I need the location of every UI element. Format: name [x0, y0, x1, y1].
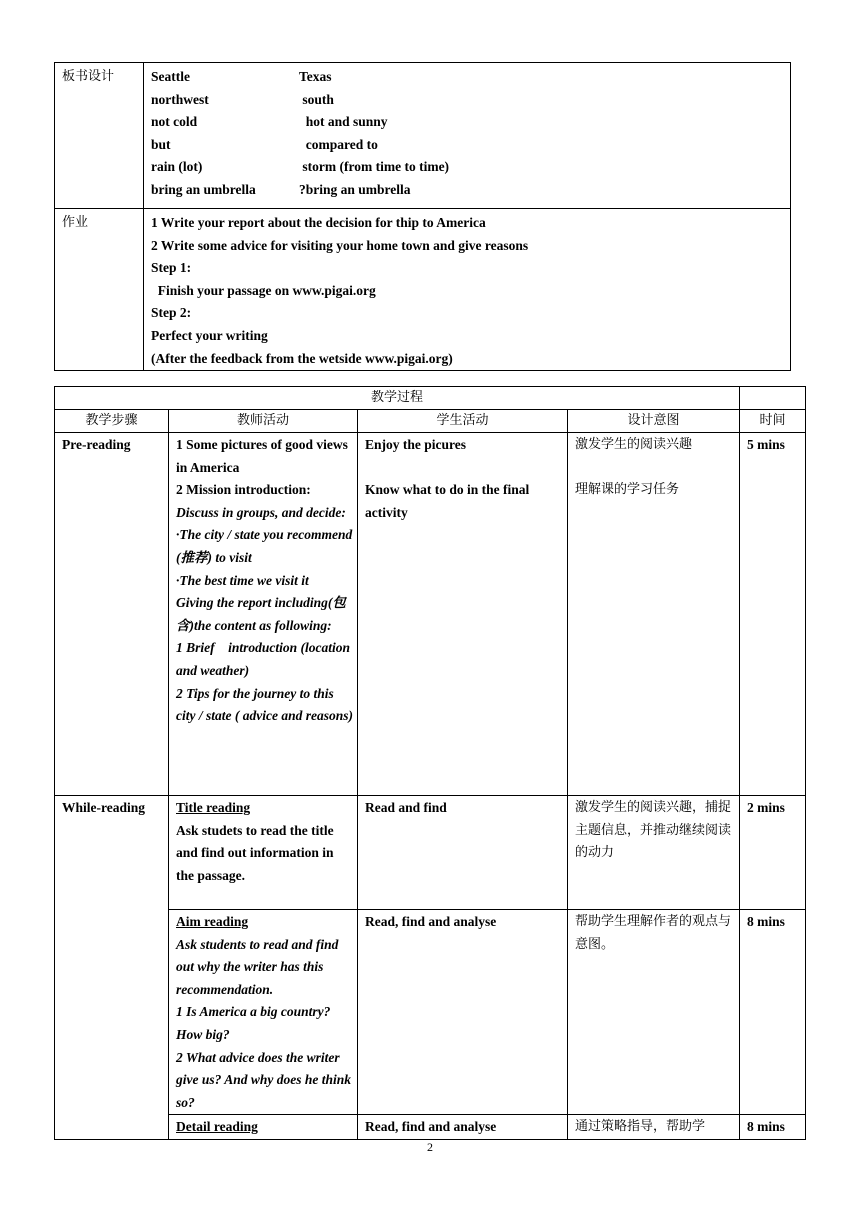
board-right-text: compared to: [299, 136, 378, 152]
header-student: 学生活动: [358, 410, 568, 433]
aim-reading-time: 8 mins: [740, 910, 806, 1115]
homework-row: [55, 209, 791, 371]
detail-reading-intent: 通过策略指导，帮助学: [568, 1115, 740, 1140]
pre-teacher-italic-5: 1 Brief introduction (location and weather): [176, 640, 354, 678]
pre-teacher-item-2: 2 Mission introduction:: [176, 482, 311, 498]
pre-teacher-italic-4: Giving the report including(包含)the content as following:: [176, 595, 346, 633]
title-reading-intent: 激发学生的阅读兴趣，捕捉主题信息，并推动继续阅读的动力: [568, 796, 740, 910]
aim-reading-text: Ask students to read and find out why the writer has this recommendation.: [176, 936, 339, 997]
aim-reading-intent: 帮助学生理解作者的观点与意图。: [568, 910, 740, 1115]
board-design-line: [151, 134, 790, 157]
while-reading-step: While-reading: [55, 796, 169, 1140]
board-right-text: Texas: [299, 69, 332, 84]
pre-reading-time: 5 mins: [740, 433, 806, 796]
aim-reading-heading: Aim reading: [176, 914, 249, 929]
teaching-process-table: [54, 386, 806, 1140]
board-design-line: [151, 66, 790, 89]
pre-teacher-item-1: 1 Some pictures of good views in America: [176, 437, 348, 475]
title-reading-text: Ask studets to read the title and find out information in the passage.: [176, 822, 334, 883]
board-left-text: not cold: [151, 114, 198, 130]
homework-line: Finish your passage on www.pigai.org: [151, 282, 376, 298]
aim-reading-question-2: 2 What advice does the writer give us? And why does he think so?: [176, 1049, 352, 1110]
homework-lines: [151, 212, 790, 370]
detail-reading-heading: Detail reading: [169, 1115, 358, 1140]
homework-line: 2 Write some advice for visiting your home town and give reasons: [151, 237, 529, 253]
board-design-row: [55, 63, 791, 209]
board-design-line: [151, 89, 790, 112]
aim-reading-teacher: [169, 910, 358, 1115]
title-reading-row: [55, 796, 806, 910]
pre-reading-teacher: [169, 433, 358, 796]
detail-reading-student: Read, find and analyse: [358, 1115, 568, 1140]
board-homework-table: [54, 62, 791, 371]
board-left-text: Seattle: [151, 69, 190, 84]
board-left-text: but: [151, 136, 171, 152]
homework-line: Step 2:: [151, 305, 192, 321]
process-title: 教学过程: [55, 387, 740, 410]
board-right-text: storm (from time to time): [299, 159, 450, 175]
process-header-row: [55, 410, 806, 433]
pre-reading-row: [55, 433, 806, 796]
page-number: 2: [427, 1140, 433, 1154]
board-right-text: hot and sunny: [299, 114, 388, 130]
header-teacher: 教师活动: [169, 410, 358, 433]
homework-content: [144, 209, 791, 371]
board-right-text: ?bring an umbrella: [299, 181, 411, 197]
board-left-text: northwest: [151, 91, 209, 107]
title-reading-time: 2 mins: [740, 796, 806, 910]
homework-line: Step 1:: [151, 260, 192, 276]
title-reading-heading: Title reading: [176, 800, 251, 815]
detail-reading-time: 8 mins: [740, 1115, 806, 1140]
pre-reading-step: Pre-reading: [55, 433, 169, 796]
title-reading-student: Read and find: [358, 796, 568, 910]
board-design-line: [151, 111, 790, 134]
aim-reading-student: Read, find and analyse: [358, 910, 568, 1115]
board-design-content: [144, 63, 791, 209]
pre-intent-1: 激发学生的阅读兴趣: [575, 437, 693, 452]
aim-reading-question-1: 1 Is America a big country? How big?: [176, 1004, 331, 1042]
header-time: 时间: [740, 410, 806, 433]
board-design-grid: [151, 66, 790, 202]
pre-teacher-italic-1: Discuss in groups, and decide:: [176, 504, 346, 520]
title-reading-teacher: [169, 796, 358, 910]
homework-label: 作业: [55, 209, 144, 371]
board-design-label: 板书设计: [55, 63, 144, 209]
homework-line: Perfect your writing: [151, 327, 268, 343]
header-intent: 设计意图: [568, 410, 740, 433]
board-right-text: south: [299, 91, 334, 107]
process-title-row: [55, 387, 806, 410]
pre-teacher-italic-6: 2 Tips for the journey to this city / state ( advice and reasons): [176, 685, 353, 724]
header-step: 教学步骤: [55, 410, 169, 433]
board-left-text: bring an umbrella: [151, 181, 256, 197]
board-design-line: [151, 179, 790, 202]
pre-reading-student: [358, 433, 568, 796]
board-left-text: rain (lot): [151, 159, 203, 175]
homework-line: 1 Write your report about the decision for thip to America: [151, 215, 486, 230]
pre-intent-2: 理解课的学习任务: [575, 482, 680, 498]
homework-line: (After the feedback from the wetside www.pigai.org): [151, 350, 453, 366]
process-title-empty-cell: [740, 387, 806, 410]
pre-reading-intent: [568, 433, 740, 796]
board-design-line: [151, 156, 790, 179]
pre-student-1: Enjoy the picures: [365, 437, 467, 452]
pre-teacher-italic-2: ·The city / state you recommend (推荐) to visit: [176, 527, 353, 565]
pre-student-2: Know what to do in the final activity: [365, 482, 530, 520]
pre-teacher-italic-3: ·The best time we visit it: [176, 572, 309, 588]
